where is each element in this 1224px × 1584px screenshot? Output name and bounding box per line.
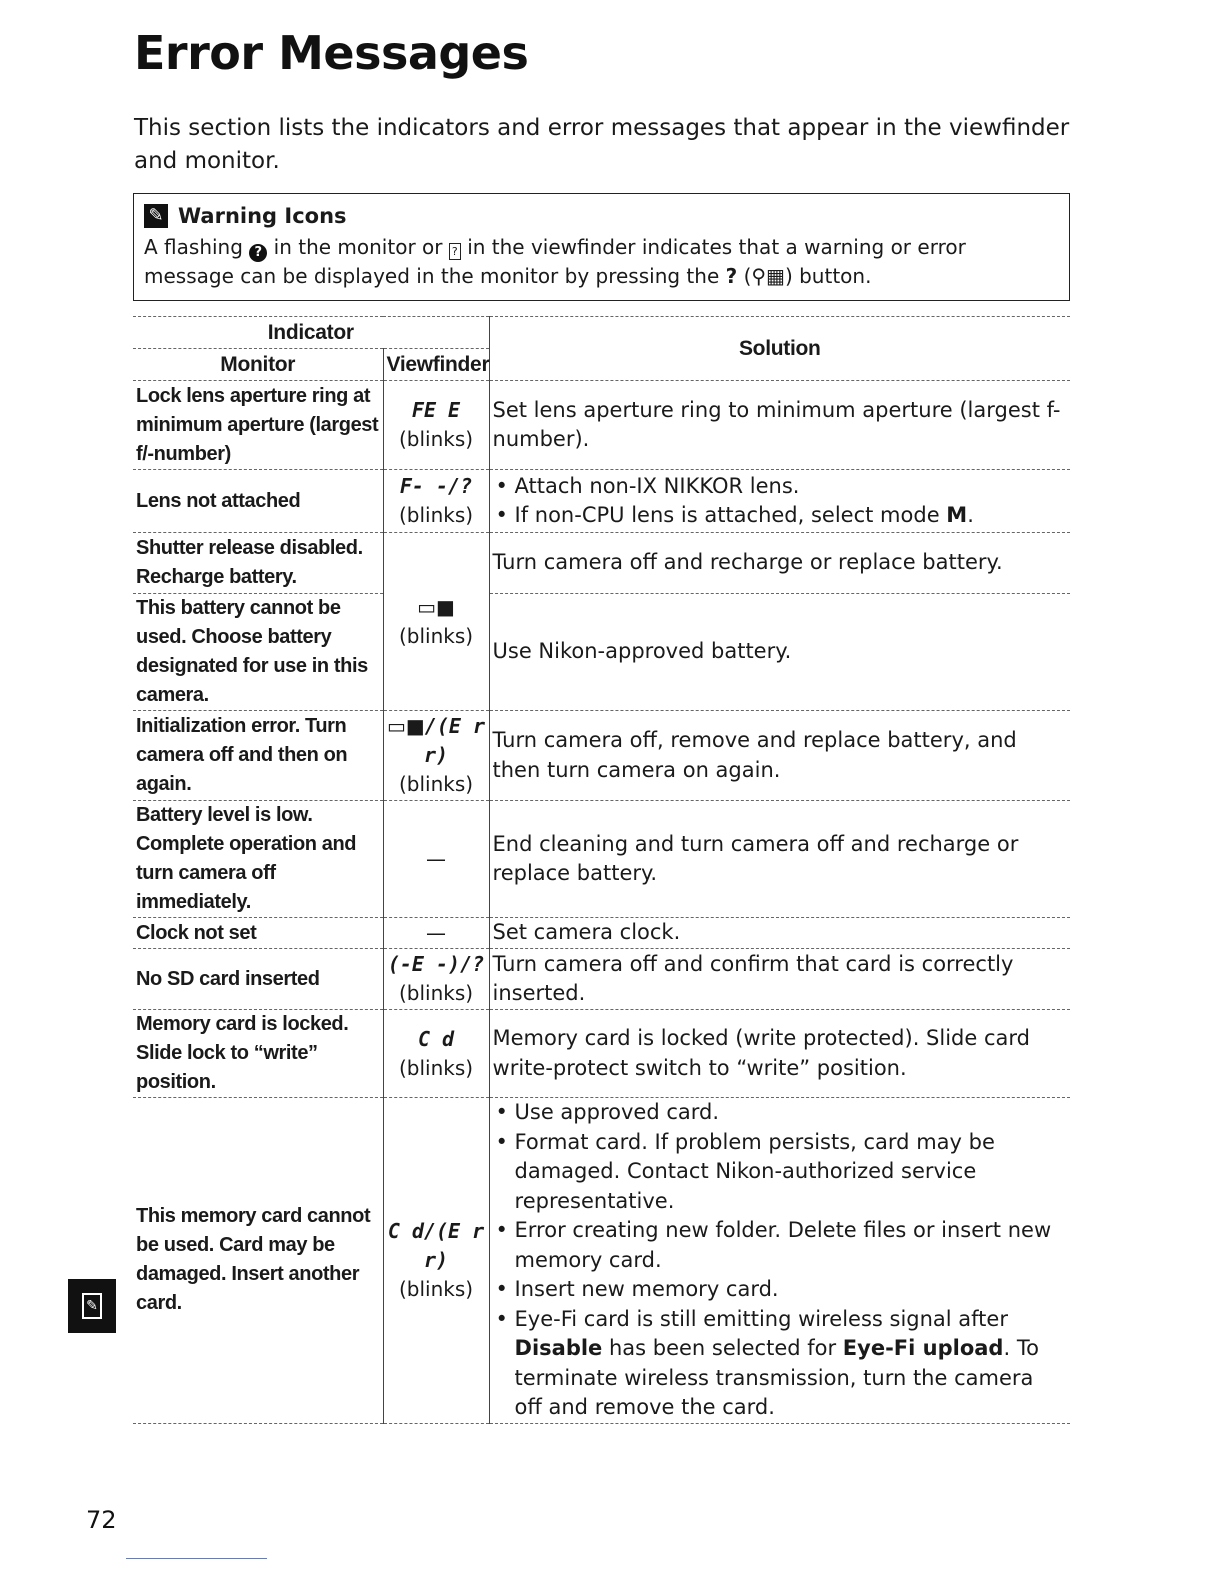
- solution-list: [489, 470, 1070, 533]
- table-row: [133, 711, 1070, 801]
- solution-item: • Error creating new folder. Delete files or insert new memory card.: [515, 1216, 1068, 1275]
- solution-text: Turn camera off, remove and replace battery, and then turn camera on again.: [489, 711, 1070, 801]
- battery-icon: ▭■: [417, 594, 455, 619]
- viewfinder-indicator: [383, 949, 489, 1010]
- solution-item: • Use approved card.: [515, 1098, 1068, 1128]
- zoom-out-thumbnail-icon: ⚲▦: [751, 264, 785, 288]
- indicator-header: Indicator: [133, 317, 489, 349]
- blinks-note: (blinks): [398, 772, 474, 796]
- monitor-message: This memory card cannot be used. Card may be damaged. Insert another card.: [133, 1098, 383, 1424]
- blinks-note: (blinks): [398, 981, 474, 1005]
- pencil-icon: ✎: [144, 204, 168, 228]
- warning-text-part: in the viewfinder indicates that a warning or error message can be displayed in the monitor by pressing the: [144, 235, 966, 288]
- table-row: [133, 1098, 1070, 1424]
- viewfinder-indicator: [383, 533, 489, 711]
- footer-rule: [126, 1558, 267, 1559]
- table-row: [133, 470, 1070, 533]
- solution-item: • Format card. If problem persists, card may be damaged. Contact Nikon-authorized service representative.: [515, 1128, 1068, 1217]
- monitor-message: Initialization error. Turn camera off and then on again.: [133, 711, 383, 801]
- viewfinder-indicator: [383, 1010, 489, 1098]
- monitor-message: This battery cannot be used. Choose battery designated for use in this camera.: [133, 594, 383, 711]
- viewfinder-display: F- -/?: [399, 474, 473, 498]
- solution-text: Use Nikon-approved battery.: [489, 594, 1070, 711]
- eyefi-text: Eye-Fi card is still emitting wireless signal after: [514, 1306, 1008, 1331]
- monitor-message: Lock lens aperture ring at minimum aperture (largest f/-number): [133, 381, 383, 470]
- solution-item: [515, 501, 1068, 531]
- table-row: [133, 949, 1070, 1010]
- viewfinder-indicator: —: [383, 801, 489, 918]
- table-row: [133, 918, 1070, 949]
- viewfinder-indicator: [383, 381, 489, 470]
- viewfinder-header: Viewfinder: [383, 349, 489, 381]
- viewfinder-indicator: [383, 1098, 489, 1424]
- disable-label: Disable: [514, 1336, 603, 1360]
- solution-list: [489, 1098, 1070, 1424]
- monitor-message: Battery level is low. Complete operation and turn camera off immediately.: [133, 801, 383, 918]
- monitor-header: Monitor: [133, 349, 383, 381]
- viewfinder-warning-icon: ?: [449, 243, 461, 260]
- monitor-message: No SD card inserted: [133, 949, 383, 1010]
- warning-text-part: ) button.: [784, 264, 872, 288]
- mode-m-label: M: [946, 503, 968, 527]
- monitor-message: Shutter release disabled. Recharge battery.: [133, 533, 383, 594]
- solution-item: • Insert new memory card.: [515, 1275, 1068, 1305]
- table-row: [133, 533, 1070, 594]
- solution-text: Turn camera off and recharge or replace battery.: [489, 533, 1070, 594]
- warning-text-part: in the monitor or: [267, 235, 449, 259]
- solution-text: Set lens aperture ring to minimum aperture (largest f-number).: [489, 381, 1070, 470]
- blinks-note: (blinks): [398, 503, 474, 527]
- solution-text: Memory card is locked (write protected). Slide card write-protect switch to “write” position.: [489, 1010, 1070, 1098]
- solution-header: Solution: [489, 317, 1070, 381]
- solution-item: • Attach non-IX NIKKOR lens.: [515, 472, 1068, 502]
- page-title: Error Messages: [134, 26, 529, 80]
- blinks-note: (blinks): [398, 1276, 474, 1301]
- err-display: /(E r r): [423, 714, 486, 767]
- warning-box-header: [144, 201, 1059, 231]
- help-dot-icon: ?: [249, 244, 267, 262]
- eyefi-text: . To terminate wireless transmission, turn the camera off and remove the card.: [514, 1336, 1039, 1419]
- warning-box-text: [144, 233, 1059, 291]
- intro-paragraph: This section lists the indicators and error messages that appear in the viewfinder and monitor.: [134, 115, 1070, 174]
- blinks-note: (blinks): [398, 1055, 474, 1080]
- viewfinder-display: C d: [417, 1026, 455, 1051]
- monitor-message: Clock not set: [133, 918, 383, 949]
- monitor-message: Memory card is locked. Slide lock to “write” position.: [133, 1010, 383, 1098]
- solution-text: End cleaning and turn camera off and recharge or replace battery.: [489, 801, 1070, 918]
- viewfinder-display: C d/(E r r): [387, 1218, 485, 1272]
- viewfinder-indicator: —: [383, 918, 489, 949]
- warning-text-part: A flashing: [144, 235, 250, 259]
- viewfinder-indicator: [383, 470, 489, 533]
- viewfinder-display: FE E: [411, 398, 461, 422]
- error-messages-table: [133, 316, 1070, 1424]
- solution-item-eyefi: [515, 1305, 1068, 1423]
- warning-box-title: Warning Icons: [178, 204, 347, 228]
- troubleshooting-icon: ✎: [82, 1293, 102, 1319]
- table-row: [133, 1010, 1070, 1098]
- viewfinder-display: [387, 712, 486, 770]
- blinks-note: (blinks): [398, 623, 474, 648]
- eyefi-text: has been selected for: [602, 1336, 843, 1360]
- solution-text: Turn camera off and confirm that card is correctly inserted.: [489, 949, 1070, 1010]
- solution-text: Set camera clock.: [489, 918, 1070, 949]
- blinks-note: (blinks): [398, 427, 474, 451]
- solution-item-tail: .: [967, 503, 974, 527]
- viewfinder-indicator: [383, 711, 489, 801]
- solution-item-text: If non-CPU lens is attached, select mode: [514, 503, 947, 527]
- battery-icon: ▭■: [387, 714, 425, 738]
- table-row: [133, 381, 1070, 470]
- viewfinder-display: (-E -)/?: [387, 952, 485, 976]
- warning-text-part: (: [737, 264, 752, 288]
- eyefi-upload-label: Eye-Fi upload: [842, 1336, 1004, 1360]
- page-number: 72: [86, 1506, 117, 1534]
- section-tab-marker: [68, 1279, 116, 1333]
- table-row: [133, 594, 1070, 711]
- monitor-message: Lens not attached: [133, 470, 383, 533]
- help-button-glyph: ?: [725, 264, 738, 288]
- warning-icons-box: [133, 193, 1070, 301]
- table-row: [133, 801, 1070, 918]
